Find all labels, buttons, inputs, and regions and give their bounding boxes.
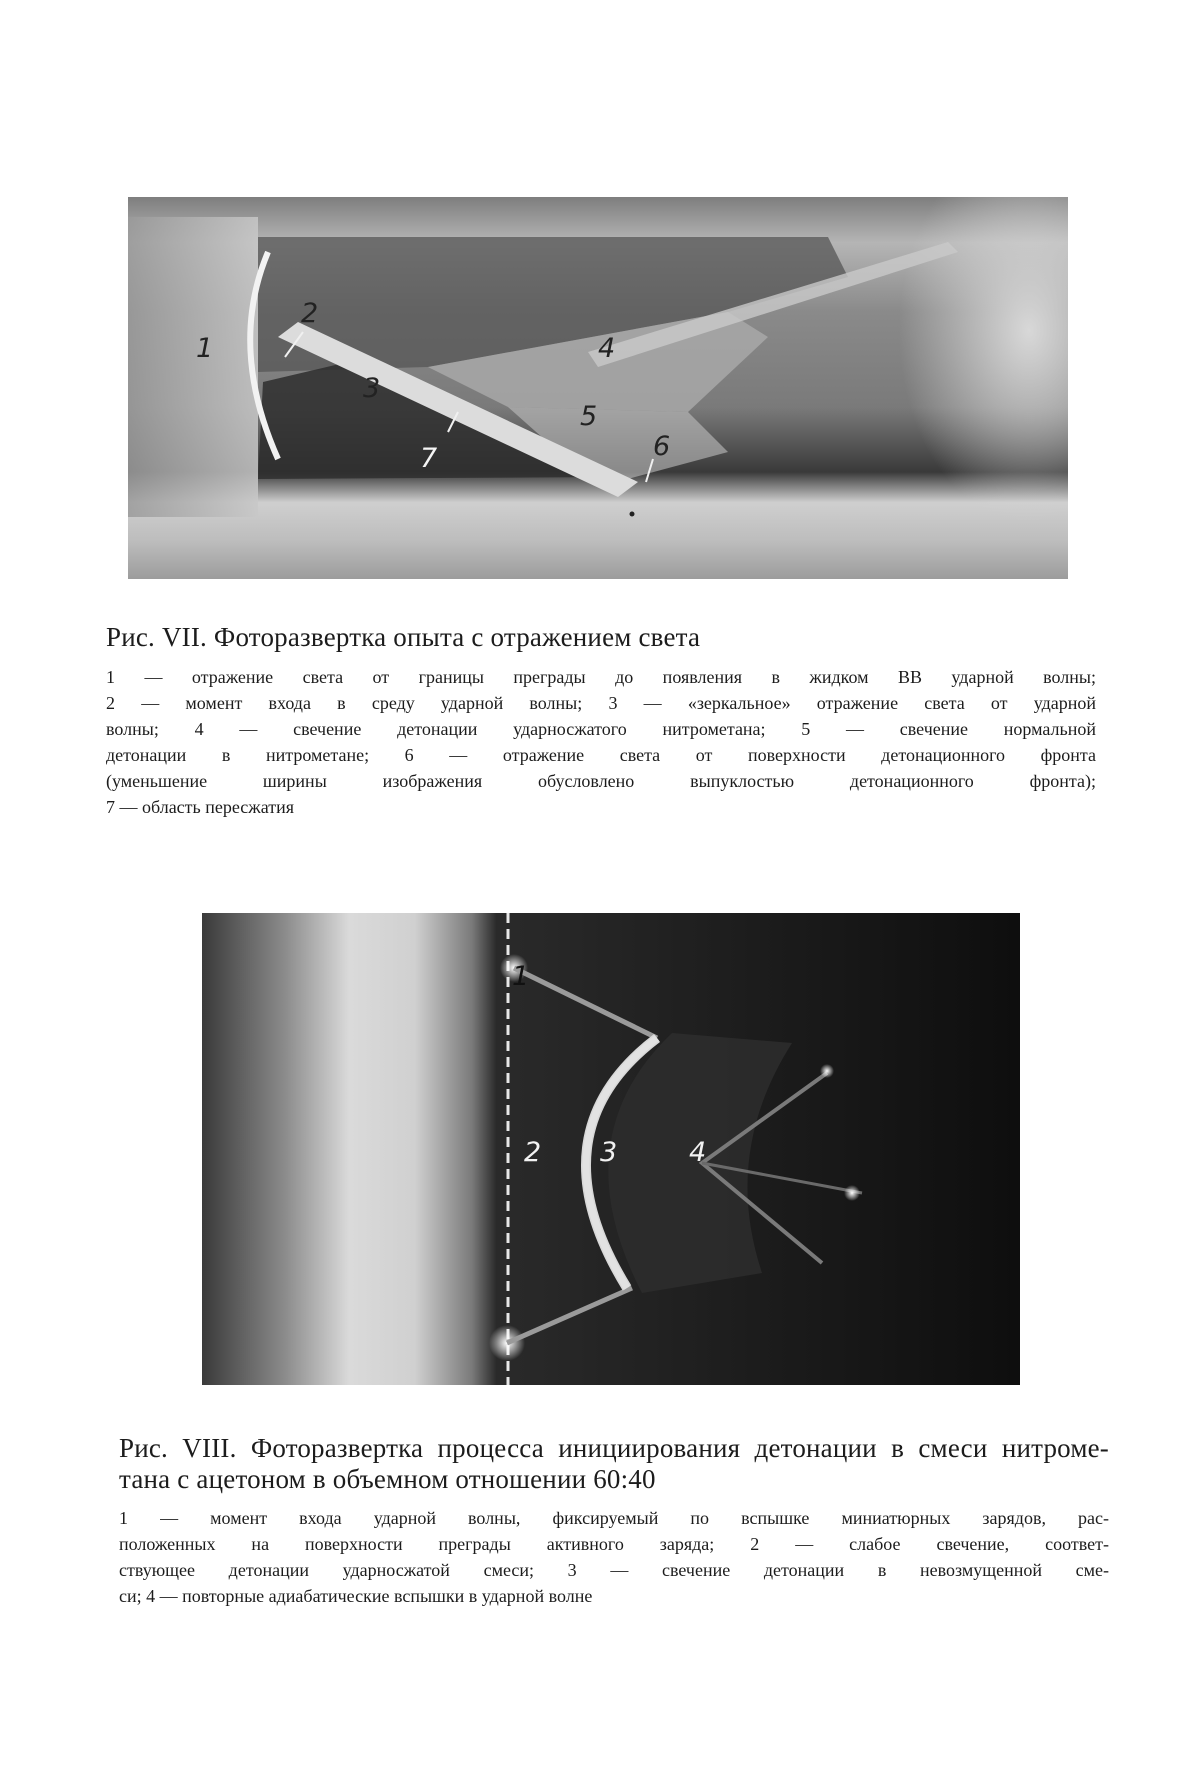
figure-7-label-2: 2: [301, 298, 319, 329]
figure-8-caption-title: [119, 1433, 1109, 1495]
figure-7-label-7: 7: [420, 443, 438, 474]
figure-8-caption-line: 1 — момент входа ударной волны, фиксируемый по вспышке миниатюрных зарядов, рас-: [119, 1508, 1109, 1528]
figure-7-caption-line: 1 — отражение света от границы преграды до появления в жидком ВВ ударной волны;: [106, 667, 1096, 687]
figure-7-svg: [128, 197, 1068, 579]
figure-8-label-3: 3: [600, 1137, 618, 1168]
figure-8-label-2: 2: [524, 1137, 542, 1168]
figure-7-label-3: 3: [363, 373, 381, 404]
figure-7-caption-line: детонации в нитрометане; 6 — отражение света от поверхности детонационного фронта: [106, 745, 1096, 765]
figure-8-label-4: 4: [689, 1137, 707, 1168]
figure-8-caption-line: ствующее детонации ударносжатой смеси; 3 — свечение детонации в невозмущенной сме-: [119, 1560, 1109, 1580]
figure-7-photo: [128, 197, 1068, 579]
figure-8-caption-title-line: Рис. VIII. Фоторазвертка процесса инициирования детонации в смеси нитроме-: [119, 1433, 1109, 1463]
figure-8-caption-line: положенных на поверхности преграды активного заряда; 2 — слабое свечение, соответ-: [119, 1534, 1109, 1554]
figure-7-caption-line: волны; 4 — свечение детонации ударносжатого нитрометана; 5 — свечение нормальной: [106, 719, 1096, 739]
figure-7-label-5: 5: [580, 401, 598, 432]
figure-7-label-4: 4: [598, 333, 616, 364]
figure-7-caption-line: 2 — момент входа в среду ударной волны; 3 — «зеркальное» отражение света от ударной: [106, 693, 1096, 713]
figure-8-caption-title-line: тана с ацетоном в объемном отношении 60:40: [119, 1464, 656, 1494]
figure-8-svg: [202, 913, 1020, 1385]
figure-7-label-1: 1: [196, 333, 214, 364]
figure-8-photo: [202, 913, 1020, 1385]
figure-7-caption-legend: [106, 664, 1096, 820]
figure-8-label-1: 1: [512, 961, 530, 992]
figure-7-caption-title: Рис. VII. Фоторазвертка опыта с отражением света: [106, 622, 701, 652]
figure-7-label-6: 6: [653, 431, 671, 462]
figure-8-caption-line: си; 4 — повторные адиабатические вспышки в ударной волне: [119, 1586, 593, 1606]
figure-8-caption-legend: [119, 1505, 1109, 1609]
figure-7-caption-line: 7 — область пересжатия: [106, 797, 295, 817]
figure-7-caption-line: (уменьшение ширины изображения обусловлено выпуклостью детонационного фронта);: [106, 771, 1096, 791]
